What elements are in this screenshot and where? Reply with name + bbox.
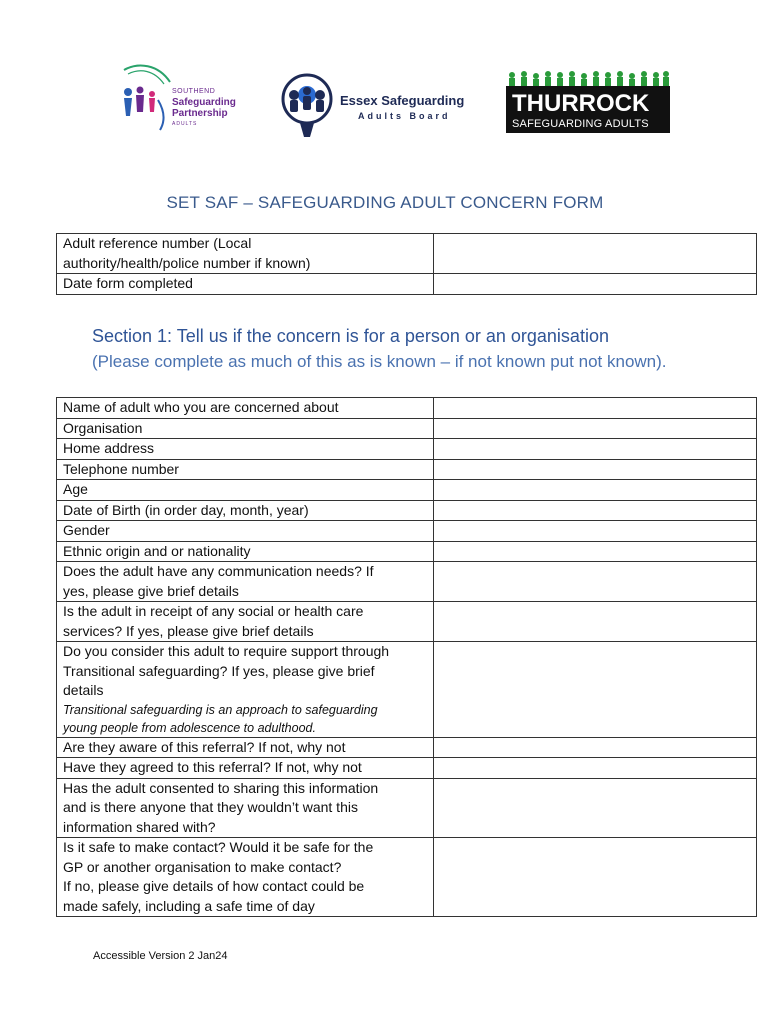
form-title: SET SAF – SAFEGUARDING ADULT CONCERN FORM	[166, 193, 604, 212]
southend-line4: ADULTS	[172, 121, 198, 127]
answer-field[interactable]	[434, 418, 757, 439]
question-cell	[57, 500, 434, 521]
table-row	[57, 541, 757, 562]
question-cell	[57, 521, 434, 542]
section-subtitle: (Please complete as much of this as is known – if not known put not known).	[92, 352, 667, 371]
question-cell	[57, 541, 434, 562]
southend-line3: Partnership	[172, 108, 228, 119]
question-cell	[57, 602, 434, 642]
answer-field[interactable]	[434, 737, 757, 758]
question-cell	[57, 562, 434, 602]
table-row	[57, 480, 757, 501]
question-text: Is it safe to make contact? Would it be safe for the	[63, 839, 374, 855]
thurrock-name: THURROCK	[512, 90, 650, 117]
question-text: GP or another organisation to make contact?	[63, 858, 342, 875]
table-row	[57, 398, 757, 419]
answer-field[interactable]	[434, 398, 757, 419]
question-text: details	[63, 682, 104, 698]
question-text: made safely, including a safe time of day	[63, 897, 315, 914]
question-text: Are they aware of this referral? If not, why not	[63, 738, 346, 755]
question-text: Does the adult have any communication needs? If	[63, 563, 374, 579]
answer-field[interactable]	[434, 562, 757, 602]
table-row	[57, 274, 757, 295]
question-text: Home address	[63, 440, 155, 456]
question-text: Date of Birth (in order day, month, year)	[63, 501, 309, 518]
question-text: Have they agreed to this referral? If not, why not	[63, 759, 362, 775]
table-row	[57, 737, 757, 758]
answer-field[interactable]	[434, 459, 757, 480]
thurrock-logo	[506, 70, 670, 132]
question-text: Date form completed	[63, 275, 193, 291]
question-cell	[57, 439, 434, 460]
question-text: Gender	[63, 522, 110, 538]
question-note: young people from adolescence to adulthood.	[63, 720, 316, 735]
question-text: Transitional safeguarding? If yes, please give brief	[63, 662, 375, 679]
table-row	[57, 838, 757, 917]
thurrock-subtitle: SAFEGUARDING ADULTS	[512, 118, 649, 130]
table-row	[57, 521, 757, 542]
question-text: yes, please give brief details	[63, 582, 239, 599]
question-text: Ethnic origin and or nationality	[63, 542, 251, 559]
answer-field[interactable]	[434, 480, 757, 501]
question-text: Adult reference number (Local	[63, 235, 252, 251]
answer-field[interactable]	[434, 758, 757, 779]
thurrock-people-icon	[506, 70, 670, 86]
question-cell	[57, 838, 434, 917]
question-text: and is there anyone that they wouldn’t want this	[63, 799, 358, 815]
southend-line2: Safeguarding	[172, 97, 236, 108]
question-cell	[57, 778, 434, 838]
answer-field[interactable]	[434, 778, 757, 838]
question-cell	[57, 234, 434, 274]
answer-field[interactable]	[434, 274, 757, 295]
answer-field[interactable]	[434, 500, 757, 521]
southend-logo	[118, 60, 253, 140]
question-text: information shared with?	[63, 818, 216, 835]
question-text: If no, please give details of how contact could be	[63, 878, 365, 894]
question-note: Transitional safeguarding is an approach to safeguarding	[63, 702, 378, 717]
question-text: Telephone number	[63, 460, 179, 477]
answer-field[interactable]	[434, 642, 757, 738]
question-text: Do you consider this adult to require support through	[63, 643, 390, 659]
header-table	[56, 233, 757, 295]
table-row	[57, 459, 757, 480]
question-cell	[57, 480, 434, 501]
question-text: authority/health/police number if known)	[63, 254, 311, 271]
table-row	[57, 778, 757, 838]
question-cell	[57, 758, 434, 779]
southend-figures-icon	[118, 60, 174, 132]
table-row	[57, 562, 757, 602]
answer-field[interactable]	[434, 234, 757, 274]
footer-version: Accessible Version 2 Jan24	[93, 950, 228, 962]
southend-name: SOUTHEND	[172, 88, 216, 95]
question-text: Organisation	[63, 419, 143, 436]
answer-field[interactable]	[434, 521, 757, 542]
question-text: Is the adult in receipt of any social or health care	[63, 603, 364, 619]
question-cell	[57, 398, 434, 419]
answer-field[interactable]	[434, 541, 757, 562]
logo-bar	[0, 55, 770, 150]
question-cell	[57, 642, 434, 738]
question-text: services? If yes, please give brief details	[63, 622, 314, 639]
essex-name: Essex Safeguarding	[340, 93, 465, 108]
question-text: Age	[63, 481, 88, 497]
section-heading: Section 1: Tell us if the concern is for a person or an organisation	[92, 326, 609, 346]
table-row	[57, 500, 757, 521]
table-row	[57, 439, 757, 460]
question-cell	[57, 418, 434, 439]
table-row	[57, 602, 757, 642]
question-cell	[57, 274, 434, 295]
essex-subtitle: Adults Board	[358, 111, 451, 121]
essex-people-icon	[280, 73, 334, 141]
question-cell	[57, 459, 434, 480]
table-row	[57, 642, 757, 738]
table-row	[57, 418, 757, 439]
answer-field[interactable]	[434, 838, 757, 917]
answer-field[interactable]	[434, 439, 757, 460]
question-text: Has the adult consented to sharing this information	[63, 779, 379, 796]
section1-table	[56, 397, 757, 917]
table-row	[57, 758, 757, 779]
answer-field[interactable]	[434, 602, 757, 642]
essex-logo	[280, 73, 480, 143]
question-text: Name of adult who you are concerned about	[63, 399, 339, 415]
table-row	[57, 234, 757, 274]
question-cell	[57, 737, 434, 758]
